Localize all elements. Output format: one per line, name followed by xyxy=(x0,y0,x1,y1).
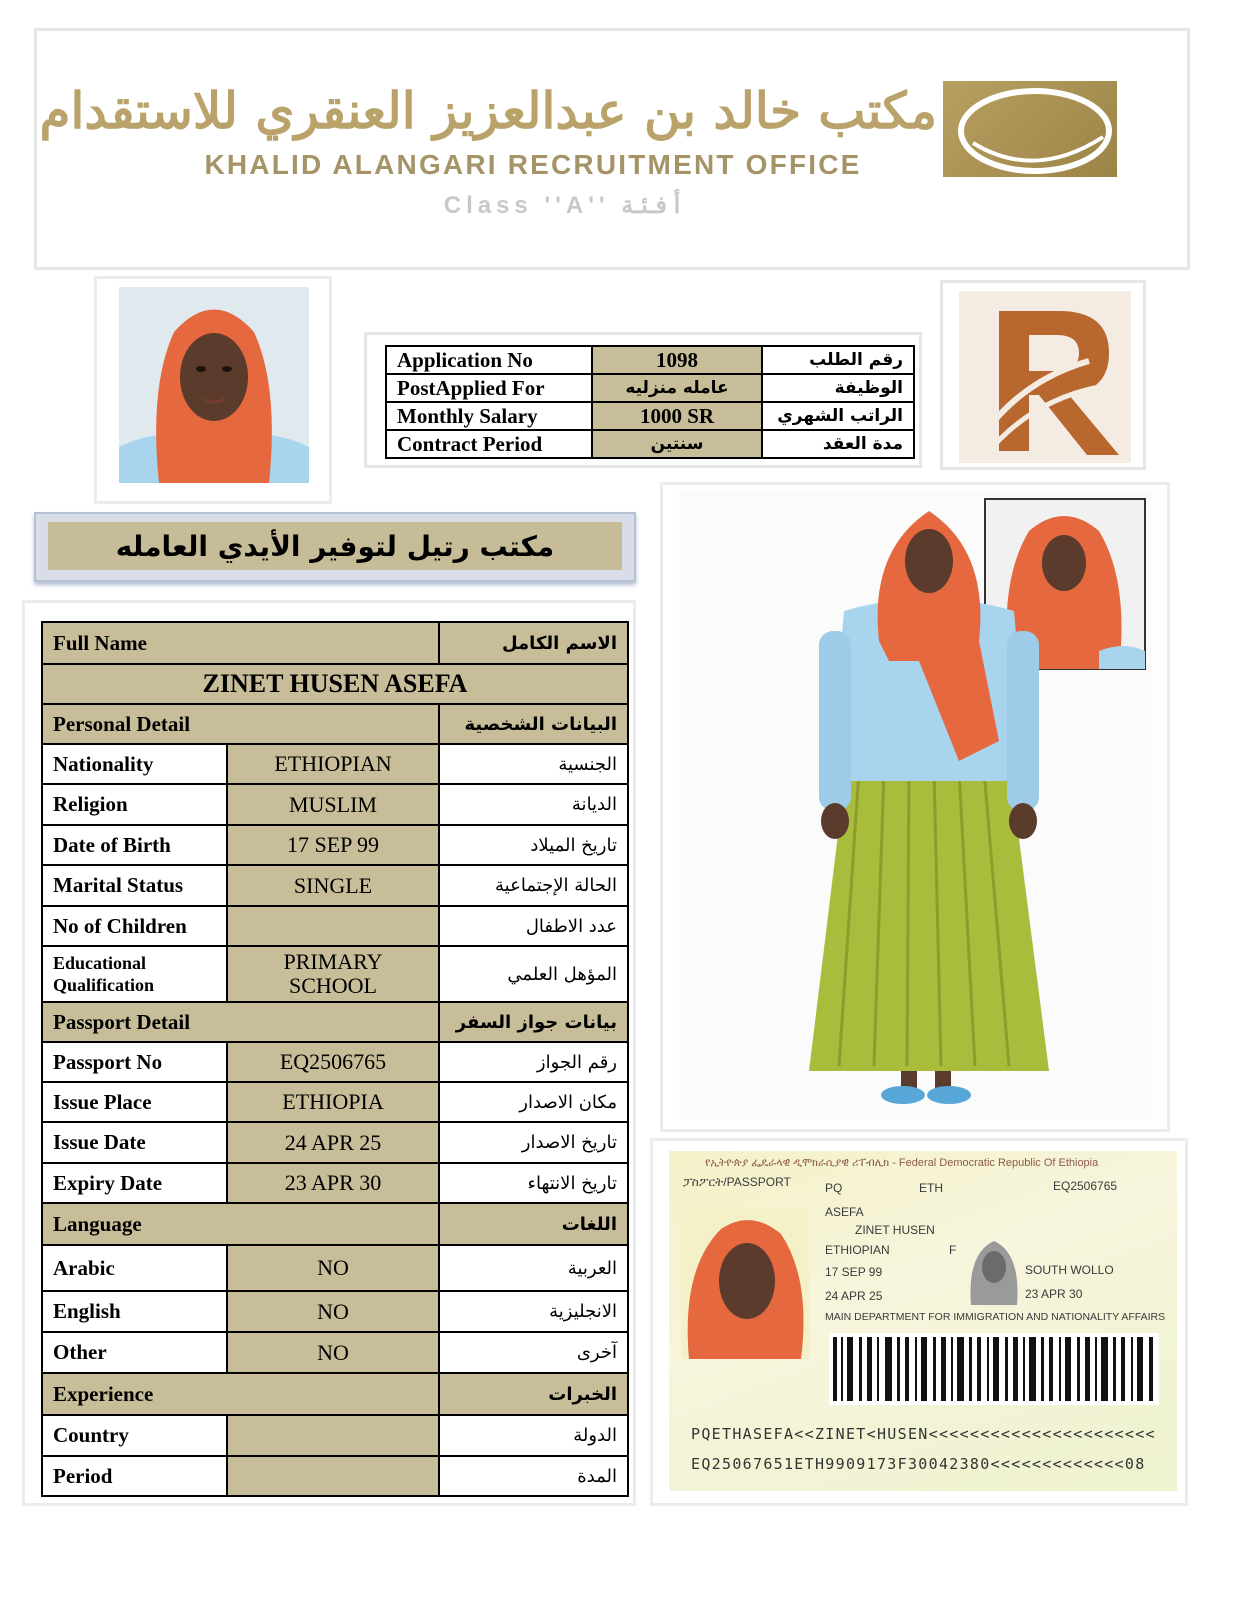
table-row xyxy=(42,1415,628,1456)
issue-place-arabic: مكان الاصدار xyxy=(439,1082,628,1122)
passport-sex: F xyxy=(949,1243,957,1257)
issue-place-value: ETHIOPIA xyxy=(227,1082,439,1122)
education-value-line1: PRIMARY xyxy=(283,949,383,974)
religion-arabic: الديانة xyxy=(439,784,628,825)
table-row xyxy=(386,402,914,430)
passport-no-arabic: رقم الجواز xyxy=(439,1042,628,1082)
personal-detail-header xyxy=(42,704,628,744)
passport-detail-header xyxy=(42,1002,628,1042)
table-row xyxy=(42,744,628,784)
table-row xyxy=(386,430,914,458)
agency-banner xyxy=(34,512,636,582)
table-row xyxy=(42,825,628,865)
passport-photo xyxy=(681,1209,809,1359)
experience-label-arabic: الخبرات xyxy=(439,1373,628,1415)
table-row xyxy=(386,346,914,374)
children-arabic: عدد الاطفال xyxy=(439,906,628,946)
expiry-date-label: Expiry Date xyxy=(42,1163,227,1203)
nationality-value: ETHIOPIAN xyxy=(227,744,439,784)
issue-date-value: 24 APR 25 xyxy=(227,1122,439,1163)
passport-expiry-date: 23 APR 30 xyxy=(1025,1287,1083,1301)
passport-nationality: ETHIOPIAN xyxy=(825,1243,890,1257)
table-row xyxy=(42,1456,628,1496)
passport-place-of-birth: SOUTH WOLLO xyxy=(1025,1263,1114,1277)
logo-arabic-text: مكتب خالد بن عبدالعزيز العنقري للاستقدام xyxy=(39,81,937,140)
personal-detail-label: Personal Detail xyxy=(42,704,439,744)
post-applied-label: PostApplied For xyxy=(386,374,592,402)
passport-country-code: ETH xyxy=(919,1181,943,1195)
other-language-value: NO xyxy=(227,1332,439,1373)
nationality-label: Nationality xyxy=(42,744,227,784)
passport-surname: ASEFA xyxy=(825,1205,864,1219)
monthly-salary-arabic: الراتب الشهري xyxy=(762,402,914,430)
passport-dob: 17 SEP 99 xyxy=(825,1265,883,1279)
issue-place-label: Issue Place xyxy=(42,1082,227,1122)
applicant-details-table xyxy=(41,621,629,1497)
table-row xyxy=(42,906,628,946)
education-arabic: المؤهل العلمي xyxy=(439,946,628,1002)
full-name-value: ZINET HUSEN ASEFA xyxy=(42,664,628,704)
table-row xyxy=(42,1163,628,1203)
passport-number: EQ2506765 xyxy=(1053,1179,1118,1193)
language-label: Language xyxy=(42,1203,439,1245)
letterhead xyxy=(34,28,1190,270)
table-row xyxy=(42,1042,628,1082)
full-body-photo xyxy=(679,491,1153,1119)
experience-country-label: Country xyxy=(42,1415,227,1456)
monthly-salary-label: Monthly Salary xyxy=(386,402,592,430)
logo-emblem-icon xyxy=(943,81,1117,177)
post-applied-arabic: الوظيفة xyxy=(762,374,914,402)
application-no-label: Application No xyxy=(386,346,592,374)
issue-date-label: Issue Date xyxy=(42,1122,227,1163)
contract-period-arabic: مدة العقد xyxy=(762,430,914,458)
application-no-arabic: رقم الطلب xyxy=(762,346,914,374)
contract-period-value: سنتين xyxy=(592,430,762,458)
monthly-salary-value: 1000 SR xyxy=(592,402,762,430)
marital-status-value: SINGLE xyxy=(227,865,439,906)
date-of-birth-label: Date of Birth xyxy=(42,825,227,865)
arabic-language-arabic: العربية xyxy=(439,1245,628,1291)
marital-status-label: Marital Status xyxy=(42,865,227,906)
passport-scan-frame xyxy=(650,1138,1188,1506)
passport-detail-label: Passport Detail xyxy=(42,1002,439,1042)
other-language-label: Other xyxy=(42,1332,227,1373)
education-label-line1: Educational xyxy=(53,953,147,973)
r-logo-icon xyxy=(959,291,1131,463)
arabic-language-value: NO xyxy=(227,1245,439,1291)
table-row xyxy=(42,1291,628,1332)
passport-given-name: ZINET HUSEN xyxy=(855,1223,935,1237)
full-name-label: Full Name xyxy=(42,622,439,664)
language-header xyxy=(42,1203,628,1245)
full-name-row xyxy=(42,664,628,704)
passport-ghost-photo xyxy=(967,1233,1021,1305)
passport-doc-title: ፓስፖርት/PASSPORT xyxy=(683,1175,791,1189)
education-value xyxy=(227,946,439,1002)
english-language-label: English xyxy=(42,1291,227,1332)
arabic-language-label: Arabic xyxy=(42,1245,227,1291)
date-of-birth-arabic: تاريخ الميلاد xyxy=(439,825,628,865)
passport-type: PQ xyxy=(825,1181,843,1195)
passport-no-value: EQ2506765 xyxy=(227,1042,439,1082)
table-row xyxy=(42,1245,628,1291)
passport-authority: MAIN DEPARTMENT FOR IMMIGRATION AND NATIONALITY AFFAIRS xyxy=(825,1311,1166,1323)
full-body-photo-frame xyxy=(660,482,1170,1132)
experience-header xyxy=(42,1373,628,1415)
passport-scan xyxy=(669,1151,1177,1491)
experience-country-value xyxy=(227,1415,439,1456)
application-table xyxy=(385,345,915,459)
agency-logo-frame xyxy=(940,280,1146,470)
passport-barcode xyxy=(829,1333,1159,1405)
table-row xyxy=(42,1122,628,1163)
education-value-line2: SCHOOL xyxy=(288,973,377,998)
children-value xyxy=(227,906,439,946)
education-label-line2: Qualification xyxy=(53,975,155,995)
applicant-details-frame xyxy=(22,600,636,1506)
logo-english-text: KHALID ALANGARI RECRUITMENT OFFICE xyxy=(204,149,862,180)
expiry-date-value: 23 APR 30 xyxy=(227,1163,439,1203)
experience-period-value xyxy=(227,1456,439,1496)
full-name-header-row xyxy=(42,622,628,664)
logo-class-text: Class ''A'' أ فـئـة xyxy=(443,192,681,219)
education-label xyxy=(42,946,227,1002)
english-language-value: NO xyxy=(227,1291,439,1332)
contract-period-label: Contract Period xyxy=(386,430,592,458)
table-row xyxy=(386,374,914,402)
date-of-birth-value: 17 SEP 99 xyxy=(227,825,439,865)
children-label: No of Children xyxy=(42,906,227,946)
marital-status-arabic: الحالة الإجتماعية xyxy=(439,865,628,906)
nationality-arabic: الجنسية xyxy=(439,744,628,784)
agency-banner-text: مكتب رتيل لتوفير الأيدي العامله xyxy=(48,522,622,570)
table-row xyxy=(42,946,628,1002)
full-name-label-arabic: الاسم الكامل xyxy=(439,622,628,664)
post-applied-value: عامله منزليه xyxy=(592,374,762,402)
other-language-arabic: آخرى xyxy=(439,1332,628,1373)
experience-period-arabic: المدة xyxy=(439,1456,628,1496)
language-label-arabic: اللغات xyxy=(439,1203,628,1245)
passport-issue-date: 24 APR 25 xyxy=(825,1289,883,1303)
table-row xyxy=(42,1332,628,1373)
issue-date-arabic: تاريخ الاصدار xyxy=(439,1122,628,1163)
application-summary xyxy=(364,332,922,468)
passport-no-label: Passport No xyxy=(42,1042,227,1082)
passport-header-line: የኢትዮጵያ ፌዴራላዊ ዲሞክራሲያዊ ሪፐብሊክ - Federal Democratic Republic Of Ethiopia xyxy=(705,1157,1099,1169)
portrait-photo-frame xyxy=(94,276,332,504)
experience-period-label: Period xyxy=(42,1456,227,1496)
passport-mrz-line1: PQETHASEFA<<ZINET<HUSEN<<<<<<<<<<<<<<<<<<<<<< xyxy=(691,1425,1156,1443)
table-row xyxy=(42,865,628,906)
experience-label: Experience xyxy=(42,1373,439,1415)
personal-detail-label-arabic: البيانات الشخصية xyxy=(439,704,628,744)
english-language-arabic: الانجليزية xyxy=(439,1291,628,1332)
table-row xyxy=(42,784,628,825)
expiry-date-arabic: تاريخ الانتهاء xyxy=(439,1163,628,1203)
passport-detail-label-arabic: بيانات جواز السفر xyxy=(439,1002,628,1042)
portrait-photo xyxy=(119,287,309,483)
religion-value: MUSLIM xyxy=(227,784,439,825)
religion-label: Religion xyxy=(42,784,227,825)
experience-country-arabic: الدولة xyxy=(439,1415,628,1456)
application-no-value: 1098 xyxy=(592,346,762,374)
table-row xyxy=(42,1082,628,1122)
passport-mrz-line2: EQ25067651ETH9909173F30042380<<<<<<<<<<<<<08 xyxy=(691,1455,1146,1473)
